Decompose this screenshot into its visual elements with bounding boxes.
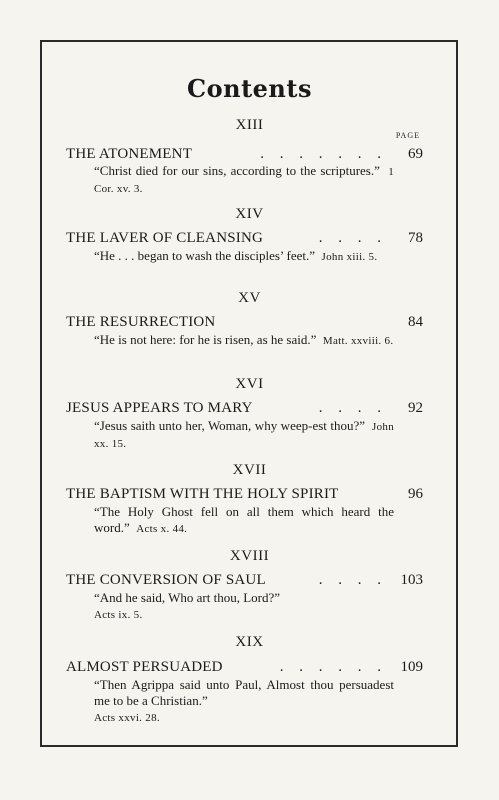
- epigraph-text: “And he said, Who art thou, Lord?”: [94, 590, 281, 605]
- dot-leaders: . . . .: [318, 400, 387, 416]
- toc-entry: [66, 570, 423, 590]
- dot-leaders: . . . . . . .: [260, 146, 387, 162]
- chapter-title: JESUS APPEARS TO MARY: [66, 400, 253, 416]
- page-number: 92: [408, 400, 423, 416]
- dot-leaders: . . . . . .: [279, 659, 387, 675]
- chapter-epigraph: [94, 504, 394, 537]
- chapter-numeral: XIV: [235, 206, 264, 222]
- chapter-title: THE BAPTISM WITH THE HOLY SPIRIT: [66, 486, 339, 502]
- toc-entry: [66, 657, 423, 677]
- toc-entry: [66, 144, 423, 164]
- page-number: 109: [400, 659, 423, 675]
- chapter-title: ALMOST PERSUADED: [66, 659, 223, 675]
- chapter-title: THE LAVER OF CLEANSING: [66, 230, 264, 246]
- chapter-epigraph: [94, 677, 394, 726]
- page-number: 69: [408, 146, 423, 162]
- chapter-epigraph: [94, 332, 394, 349]
- scripture-reference: 1 Cor. xv. 3.: [94, 166, 394, 195]
- page-number: 78: [408, 230, 423, 246]
- epigraph-text: “He . . . began to wash the disciples’ feet.”: [94, 248, 316, 263]
- toc-entry: [66, 484, 423, 504]
- dot-leaders: . . . .: [318, 230, 387, 246]
- chapter-numeral: XVIII: [229, 548, 270, 564]
- chapter-numeral: XIX: [235, 634, 264, 650]
- page-number: 84: [408, 314, 423, 330]
- scripture-reference: Acts ix. 5.: [94, 609, 143, 621]
- toc-entry: [66, 228, 423, 248]
- epigraph-text: “Jesus saith unto her, Woman, why weep-est thou?”: [94, 418, 366, 433]
- chapter-epigraph: [94, 418, 394, 452]
- page-column-label: PAGE: [395, 131, 420, 140]
- scripture-reference: Acts x. 44.: [136, 523, 188, 535]
- chapter-epigraph: [94, 248, 394, 265]
- chapter-numeral: XV: [238, 290, 261, 306]
- toc-entry: [66, 312, 423, 332]
- scripture-reference: Matt. xxviii. 6.: [322, 335, 394, 347]
- scripture-reference: Acts xxvi. 28.: [94, 712, 160, 724]
- epigraph-text: “He is not here: for he is risen, as he said.”: [94, 332, 317, 347]
- contents-title: Contents: [187, 74, 312, 103]
- page-number: 103: [400, 572, 423, 588]
- epigraph-text: “The Holy Ghost fell on all them which heard the word.”: [94, 504, 394, 535]
- chapter-numeral: XVII: [232, 462, 267, 478]
- dot-leaders: . . . .: [318, 572, 387, 588]
- chapter-title: THE ATONEMENT: [66, 146, 193, 162]
- scripture-reference: John xx. 15.: [94, 421, 395, 450]
- epigraph-text: “Then Agrippa said unto Paul, Almost thou persuadest me to be a Christian.”: [94, 677, 394, 708]
- chapter-title: THE RESURRECTION: [66, 314, 216, 330]
- chapter-numeral: XIII: [235, 117, 264, 133]
- chapter-epigraph: [94, 590, 394, 623]
- toc-entry: [66, 398, 423, 418]
- chapter-numeral: XVI: [235, 376, 264, 392]
- chapter-epigraph: [94, 163, 394, 197]
- page-number: 96: [408, 486, 423, 502]
- chapter-title: THE CONVERSION OF SAUL: [66, 572, 266, 588]
- epigraph-text: “Christ died for our sins, according to the scriptures.”: [94, 163, 380, 178]
- scripture-reference: John xiii. 5.: [321, 251, 378, 263]
